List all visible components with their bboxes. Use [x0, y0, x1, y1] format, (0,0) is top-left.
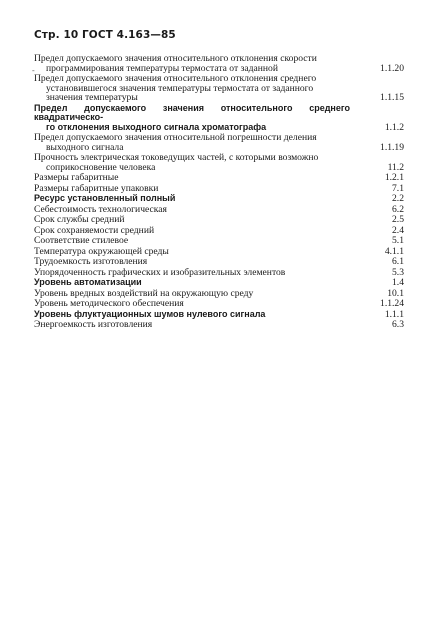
index-entry-line: Упорядоченность графических и изобразительных элементов [34, 266, 286, 278]
index-entry [34, 194, 404, 204]
index-entry-text [34, 289, 366, 299]
index-entry-line: Соответствие стилевое [34, 235, 129, 246]
index-entry [34, 133, 404, 152]
index-entry-text [34, 104, 366, 133]
index-entry-line: установившегося значения температуры термостата от заданного [46, 82, 314, 94]
margin-dash-mark: - [32, 66, 35, 75]
index-entry-clause-number: 7.1 [392, 182, 404, 194]
index-entry-text [34, 173, 366, 183]
index-entry-line: Уровень автоматизации [34, 277, 142, 287]
index-entry [34, 278, 404, 288]
index-entry-line: соприкосновение человека [46, 161, 156, 173]
index-entry-line: Прочность электрическая токоведущих частей, с которыми возможно [34, 152, 319, 163]
index-entry-text [34, 226, 366, 236]
index-entry-text [34, 153, 366, 172]
index-entry [34, 247, 404, 257]
index-entry-clause-number: 1.1.20 [380, 62, 404, 74]
index-entry-clause-number: 2.5 [392, 214, 404, 225]
index-entry [34, 205, 404, 215]
index-entry-text [34, 194, 366, 204]
index-entry-text [34, 257, 366, 267]
index-entry-line: Размеры габаритные [34, 172, 119, 183]
index-entry-line: программирования температуры термостата от заданной [46, 62, 278, 74]
index-entry-clause-number: 10.1 [387, 287, 404, 299]
index-entry-text [34, 268, 366, 278]
index-entry-line: Срок службы средний [34, 214, 125, 225]
index-entry-line: Предел допускаемого значения относительной погрешности деления [34, 132, 317, 143]
index-entry-clause-number: 1.1.19 [380, 141, 404, 153]
index-entry-text [34, 320, 366, 330]
index-entry-text [34, 236, 366, 246]
index-entry-clause-number: 5.1 [392, 235, 404, 246]
index-entry-text [34, 299, 366, 309]
index-entry-line: Уровень вредных воздействий на окружающую среду [34, 287, 254, 299]
index-entry [34, 74, 404, 103]
index-entry-clause-number: 1.1.1 [384, 308, 404, 320]
index-entry-text [34, 184, 366, 194]
index-entry-line: Ресурс установленный полный [34, 193, 176, 203]
index-entry-clause-number: 1.1.15 [380, 92, 404, 103]
index-entry-line: Предел допускаемого значения относительного отклонения среднего [34, 73, 317, 84]
index-entry [34, 153, 404, 172]
index-entry-text [34, 74, 366, 103]
index-entry-clause-number: 1.2.1 [384, 172, 404, 183]
index-entry-text [34, 215, 366, 225]
index-entry-text [34, 278, 366, 288]
index-entry-clause-number: 1.4 [392, 277, 404, 288]
index-entry-text [34, 54, 366, 73]
index-entry [34, 299, 404, 309]
index-entry [34, 289, 404, 299]
index-entry-line: Энергоемкость изготовления [34, 319, 153, 330]
index-entry [34, 310, 404, 320]
index-entry-clause-number: 11.2 [387, 161, 404, 173]
index-entry-line: Уровень флуктуационных шумов нулевого сигнала [34, 308, 266, 319]
index-entry [34, 226, 404, 236]
index-entry-text [34, 133, 366, 152]
index-entry-line: Трудоемкость изготовления [34, 256, 148, 267]
index-entry-line: Срок сохраняемости средний [34, 224, 155, 236]
index-entry [34, 215, 404, 225]
index-entry-clause-number: 6.2 [392, 203, 404, 215]
index-entry-line: выходного сигнала [46, 141, 124, 153]
index-entry-clause-number: 6.1 [392, 256, 404, 267]
index-entry-text [34, 205, 366, 215]
index-entry-line: Уровень методического обеспечения [34, 298, 184, 309]
index-entry-text [34, 247, 366, 257]
index-entry-clause-number: 6.3 [392, 319, 404, 330]
index-entry-text [34, 310, 366, 320]
index-entry-clause-number: 1.1.2 [384, 121, 404, 133]
index-entry-line: значения температуры [46, 92, 138, 103]
index-entry-line: Размеры габаритные упаковки [34, 182, 159, 194]
index-entry [34, 268, 404, 278]
index-entry-clause-number: 2.4 [392, 224, 404, 236]
index-entry [34, 236, 404, 246]
index-entry [34, 104, 404, 133]
index-entry-line: Температура окружающей среды [34, 245, 169, 257]
index-entry-clause-number: 1.1.24 [380, 298, 404, 309]
index-entry-clause-number: 5.3 [392, 266, 404, 278]
index-entry [34, 257, 404, 267]
index-entry [34, 320, 404, 330]
index-entry [34, 173, 404, 183]
index-entry-line: Себестоимость технологическая [34, 203, 167, 215]
index-entries [34, 54, 404, 330]
index-entry-line: Предел допускаемого значения относительного среднего квадратическо- [34, 102, 350, 122]
index-entry-line: го отклонения выходного сигнала хроматографа [46, 121, 267, 132]
index-entry-clause-number: 4.1.1 [384, 245, 404, 257]
page-header: Стр. 10 ГОСТ 4.163—85 [34, 29, 176, 41]
index-entry-line: Предел допускаемого значения относительного отклонения скорости [34, 53, 317, 64]
index-entry [34, 54, 404, 73]
index-entry [34, 184, 404, 194]
index-entry-clause-number: 2.2 [392, 193, 404, 204]
